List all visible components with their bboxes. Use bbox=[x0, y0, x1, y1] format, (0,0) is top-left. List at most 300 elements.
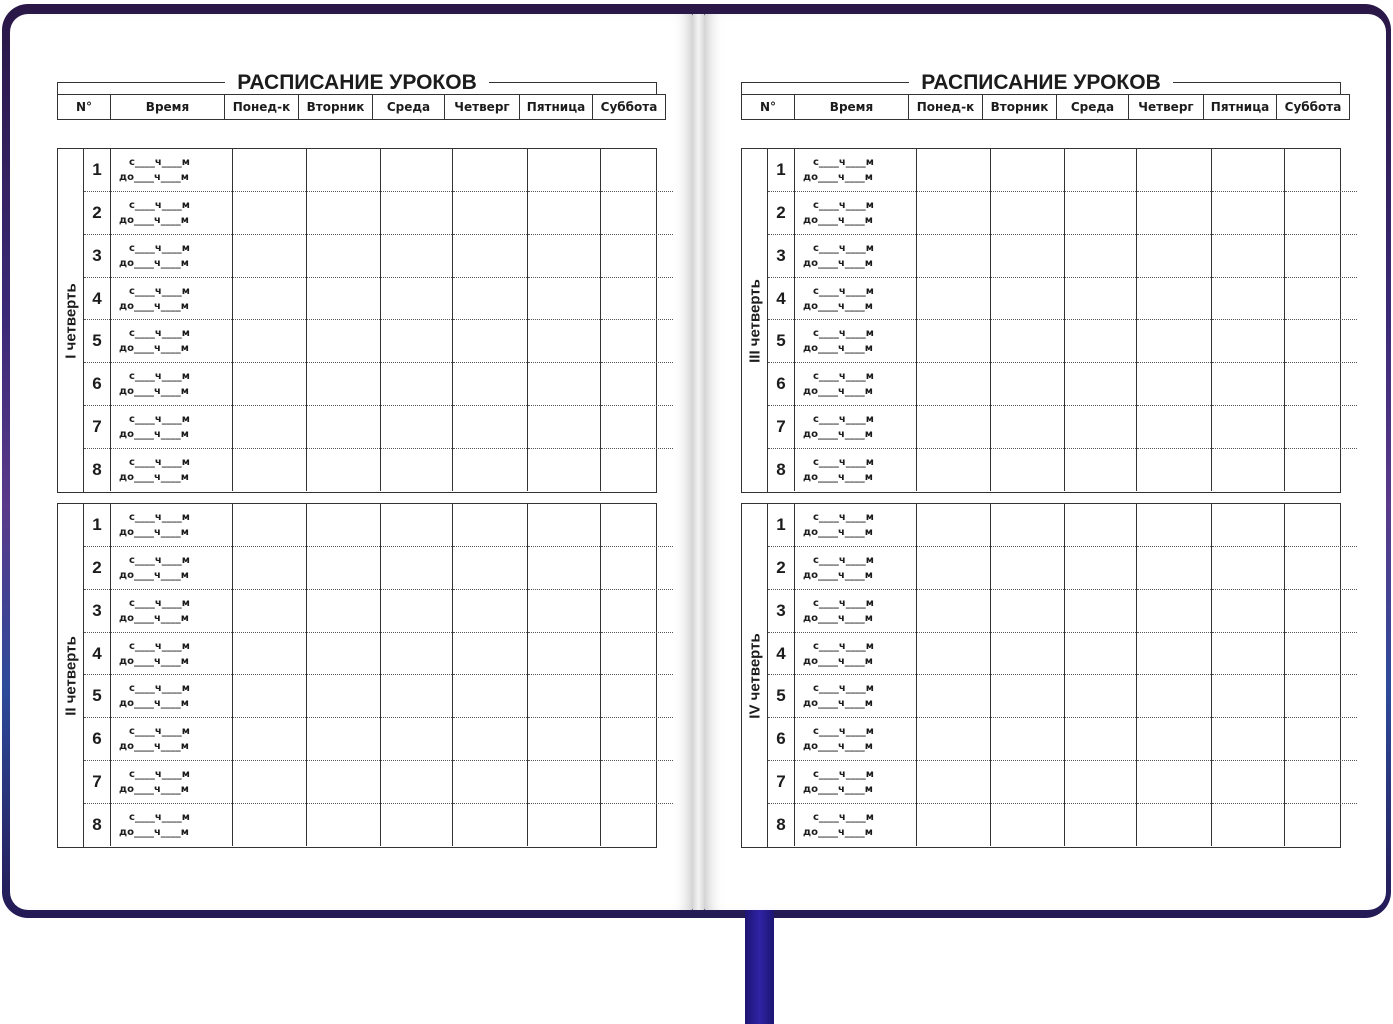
quarter-block bbox=[741, 148, 1341, 493]
subject-cell[interactable] bbox=[453, 589, 528, 632]
lesson-row bbox=[768, 804, 1357, 846]
time-from: с____ч____м bbox=[129, 554, 190, 566]
time-from: с____ч____м bbox=[813, 597, 874, 609]
lesson-time-field[interactable] bbox=[111, 546, 233, 589]
quarter-label-cell bbox=[58, 504, 84, 847]
lesson-row bbox=[768, 761, 1357, 804]
lesson-time-field[interactable] bbox=[795, 589, 917, 632]
subject-cell[interactable] bbox=[453, 761, 528, 804]
subject-cell[interactable] bbox=[307, 234, 381, 277]
subject-cell[interactable] bbox=[1065, 675, 1137, 718]
lesson-time-field[interactable] bbox=[111, 363, 233, 406]
subject-cell[interactable] bbox=[991, 406, 1065, 449]
subject-cell[interactable] bbox=[307, 406, 381, 449]
lesson-row bbox=[768, 363, 1357, 406]
subject-cell[interactable] bbox=[233, 277, 307, 320]
subject-cell[interactable] bbox=[307, 589, 381, 632]
subject-cell[interactable] bbox=[528, 504, 601, 546]
subject-cell[interactable] bbox=[1065, 363, 1137, 406]
lesson-number: 6 bbox=[768, 718, 795, 761]
subject-cell[interactable] bbox=[1137, 234, 1212, 277]
subject-cell[interactable] bbox=[1137, 804, 1212, 846]
subject-cell[interactable] bbox=[453, 632, 528, 675]
subject-cell[interactable] bbox=[528, 804, 601, 846]
lesson-row bbox=[768, 320, 1357, 363]
subject-cell[interactable] bbox=[528, 320, 601, 363]
quarter-block bbox=[57, 148, 657, 493]
subject-cell[interactable] bbox=[1212, 675, 1285, 718]
book-spine bbox=[693, 14, 704, 910]
subject-cell[interactable] bbox=[307, 718, 381, 761]
subject-cell[interactable] bbox=[1137, 546, 1212, 589]
subject-cell[interactable] bbox=[381, 718, 453, 761]
subject-cell[interactable] bbox=[528, 363, 601, 406]
lesson-row bbox=[768, 589, 1357, 632]
subject-cell[interactable] bbox=[453, 449, 528, 491]
lesson-time-field[interactable] bbox=[111, 504, 233, 546]
subject-cell[interactable] bbox=[1065, 589, 1137, 632]
subject-cell[interactable] bbox=[1065, 406, 1137, 449]
bookmark-ribbon[interactable] bbox=[745, 905, 774, 1024]
lesson-row bbox=[84, 504, 673, 546]
subject-cell[interactable] bbox=[1212, 632, 1285, 675]
subject-cell[interactable] bbox=[991, 675, 1065, 718]
subject-cell[interactable] bbox=[528, 675, 601, 718]
lesson-time-field[interactable] bbox=[111, 277, 233, 320]
lesson-time-field[interactable] bbox=[111, 761, 233, 804]
time-to: до____ч____м bbox=[803, 784, 873, 796]
subject-cell[interactable] bbox=[601, 718, 674, 761]
subject-cell[interactable] bbox=[233, 320, 307, 363]
column-header: Вторник bbox=[983, 95, 1057, 120]
subject-cell[interactable] bbox=[381, 320, 453, 363]
time-to: до____ч____м bbox=[803, 171, 873, 183]
column-header-row bbox=[57, 94, 666, 120]
subject-cell[interactable] bbox=[991, 449, 1065, 491]
subject-cell[interactable] bbox=[601, 234, 674, 277]
time-from: с____ч____м bbox=[813, 156, 874, 168]
subject-cell[interactable] bbox=[233, 191, 307, 234]
subject-cell[interactable] bbox=[233, 761, 307, 804]
lesson-time-field[interactable] bbox=[795, 234, 917, 277]
lesson-number: 1 bbox=[768, 149, 795, 191]
subject-cell[interactable] bbox=[1065, 718, 1137, 761]
subject-cell[interactable] bbox=[233, 718, 307, 761]
subject-cell[interactable] bbox=[1285, 804, 1358, 846]
subject-cell[interactable] bbox=[233, 589, 307, 632]
lesson-grid bbox=[84, 149, 673, 491]
subject-cell[interactable] bbox=[917, 804, 991, 846]
subject-cell[interactable] bbox=[917, 589, 991, 632]
lesson-time-field[interactable] bbox=[795, 675, 917, 718]
subject-cell[interactable] bbox=[1285, 320, 1358, 363]
subject-cell[interactable] bbox=[453, 149, 528, 191]
time-to: до____ч____м bbox=[119, 612, 189, 624]
subject-cell[interactable] bbox=[307, 546, 381, 589]
subject-cell[interactable] bbox=[1065, 277, 1137, 320]
lesson-time-field[interactable] bbox=[795, 504, 917, 546]
subject-cell[interactable] bbox=[1065, 761, 1137, 804]
subject-cell[interactable] bbox=[991, 761, 1065, 804]
subject-cell[interactable] bbox=[917, 761, 991, 804]
subject-cell[interactable] bbox=[991, 718, 1065, 761]
subject-cell[interactable] bbox=[381, 546, 453, 589]
subject-cell[interactable] bbox=[233, 546, 307, 589]
subject-cell[interactable] bbox=[1285, 406, 1358, 449]
subject-cell[interactable] bbox=[1285, 149, 1358, 191]
subject-cell[interactable] bbox=[453, 320, 528, 363]
subject-cell[interactable] bbox=[917, 449, 991, 491]
time-to: до____ч____м bbox=[803, 698, 873, 710]
subject-cell[interactable] bbox=[1285, 277, 1358, 320]
subject-cell[interactable] bbox=[1137, 363, 1212, 406]
subject-cell[interactable] bbox=[233, 363, 307, 406]
schedule-title bbox=[57, 70, 657, 96]
subject-cell[interactable] bbox=[453, 675, 528, 718]
subject-cell[interactable] bbox=[991, 804, 1065, 846]
subject-cell[interactable] bbox=[991, 589, 1065, 632]
subject-cell[interactable] bbox=[1285, 504, 1358, 546]
subject-cell[interactable] bbox=[1212, 149, 1285, 191]
lesson-number: 6 bbox=[84, 718, 111, 761]
lesson-time-field[interactable] bbox=[111, 718, 233, 761]
subject-cell[interactable] bbox=[917, 277, 991, 320]
lesson-time-field[interactable] bbox=[795, 149, 917, 191]
subject-cell[interactable] bbox=[991, 234, 1065, 277]
subject-cell[interactable] bbox=[991, 546, 1065, 589]
subject-cell[interactable] bbox=[1212, 234, 1285, 277]
subject-cell[interactable] bbox=[307, 504, 381, 546]
subject-cell[interactable] bbox=[528, 632, 601, 675]
subject-cell[interactable] bbox=[307, 449, 381, 491]
subject-cell[interactable] bbox=[381, 589, 453, 632]
lesson-time-field[interactable] bbox=[111, 149, 233, 191]
subject-cell[interactable] bbox=[453, 191, 528, 234]
subject-cell[interactable] bbox=[991, 149, 1065, 191]
time-from: с____ч____м bbox=[129, 242, 190, 254]
lesson-time-field[interactable] bbox=[111, 589, 233, 632]
subject-cell[interactable] bbox=[307, 632, 381, 675]
quarter-block bbox=[57, 503, 657, 848]
subject-cell[interactable] bbox=[1212, 449, 1285, 491]
time-to: до____ч____м bbox=[119, 569, 189, 581]
subject-cell[interactable] bbox=[1285, 761, 1358, 804]
lesson-time-field[interactable] bbox=[111, 191, 233, 234]
subject-cell[interactable] bbox=[528, 406, 601, 449]
subject-cell[interactable] bbox=[307, 320, 381, 363]
subject-cell[interactable] bbox=[917, 363, 991, 406]
subject-cell[interactable] bbox=[601, 546, 674, 589]
subject-cell[interactable] bbox=[1212, 363, 1285, 406]
time-from: с____ч____м bbox=[129, 812, 190, 824]
subject-cell[interactable] bbox=[601, 191, 674, 234]
subject-cell[interactable] bbox=[601, 277, 674, 320]
subject-cell[interactable] bbox=[991, 363, 1065, 406]
subject-cell[interactable] bbox=[307, 277, 381, 320]
lesson-time-field[interactable] bbox=[795, 363, 917, 406]
subject-cell[interactable] bbox=[233, 804, 307, 846]
time-from: с____ч____м bbox=[129, 328, 190, 340]
lesson-number: 3 bbox=[768, 589, 795, 632]
subject-cell[interactable] bbox=[917, 234, 991, 277]
time-from: с____ч____м bbox=[129, 597, 190, 609]
subject-cell[interactable] bbox=[1212, 320, 1285, 363]
time-from: с____ч____м bbox=[129, 769, 190, 781]
time-from: с____ч____м bbox=[129, 199, 190, 211]
subject-cell[interactable] bbox=[991, 504, 1065, 546]
lesson-number: 5 bbox=[84, 675, 111, 718]
lesson-time-field[interactable] bbox=[111, 675, 233, 718]
subject-cell[interactable] bbox=[1212, 546, 1285, 589]
quarter-label: III четверть bbox=[746, 278, 763, 363]
subject-cell[interactable] bbox=[1212, 406, 1285, 449]
subject-cell[interactable] bbox=[381, 504, 453, 546]
lesson-grid bbox=[84, 504, 673, 846]
lesson-number: 6 bbox=[768, 363, 795, 406]
subject-cell[interactable] bbox=[1137, 675, 1212, 718]
time-from: с____ч____м bbox=[813, 812, 874, 824]
lesson-number: 2 bbox=[84, 191, 111, 234]
column-header: Время bbox=[795, 95, 909, 120]
lesson-number: 2 bbox=[768, 191, 795, 234]
lesson-number: 3 bbox=[84, 234, 111, 277]
lesson-time-field[interactable] bbox=[111, 632, 233, 675]
time-from: с____ч____м bbox=[813, 199, 874, 211]
lesson-time-field[interactable] bbox=[795, 277, 917, 320]
lesson-number: 4 bbox=[84, 277, 111, 320]
subject-cell[interactable] bbox=[1137, 632, 1212, 675]
subject-cell[interactable] bbox=[917, 718, 991, 761]
subject-cell[interactable] bbox=[1137, 277, 1212, 320]
subject-cell[interactable] bbox=[233, 406, 307, 449]
subject-cell[interactable] bbox=[1285, 449, 1358, 491]
lesson-row bbox=[84, 449, 673, 491]
subject-cell[interactable] bbox=[1065, 449, 1137, 491]
subject-cell[interactable] bbox=[1285, 718, 1358, 761]
subject-cell[interactable] bbox=[528, 191, 601, 234]
lesson-time-field[interactable] bbox=[795, 546, 917, 589]
subject-cell[interactable] bbox=[233, 449, 307, 491]
subject-cell[interactable] bbox=[381, 363, 453, 406]
subject-cell[interactable] bbox=[381, 761, 453, 804]
subject-cell[interactable] bbox=[917, 149, 991, 191]
subject-cell[interactable] bbox=[601, 632, 674, 675]
subject-cell[interactable] bbox=[381, 234, 453, 277]
subject-cell[interactable] bbox=[1065, 320, 1137, 363]
subject-cell[interactable] bbox=[1065, 804, 1137, 846]
subject-cell[interactable] bbox=[991, 277, 1065, 320]
subject-cell[interactable] bbox=[1065, 234, 1137, 277]
subject-cell[interactable] bbox=[1137, 449, 1212, 491]
subject-cell[interactable] bbox=[381, 675, 453, 718]
lesson-time-field[interactable] bbox=[795, 406, 917, 449]
lesson-time-field[interactable] bbox=[795, 191, 917, 234]
subject-cell[interactable] bbox=[1065, 504, 1137, 546]
subject-cell[interactable] bbox=[991, 191, 1065, 234]
lesson-time-field[interactable] bbox=[795, 761, 917, 804]
subject-cell[interactable] bbox=[381, 191, 453, 234]
subject-cell[interactable] bbox=[307, 804, 381, 846]
lesson-time-field[interactable] bbox=[111, 804, 233, 846]
subject-cell[interactable] bbox=[1065, 149, 1137, 191]
subject-cell[interactable] bbox=[1285, 632, 1358, 675]
lesson-time-field[interactable] bbox=[795, 320, 917, 363]
subject-cell[interactable] bbox=[233, 504, 307, 546]
subject-cell[interactable] bbox=[381, 406, 453, 449]
subject-cell[interactable] bbox=[601, 406, 674, 449]
time-to: до____ч____м bbox=[803, 300, 873, 312]
subject-cell[interactable] bbox=[528, 761, 601, 804]
subject-cell[interactable] bbox=[453, 504, 528, 546]
lesson-number: 4 bbox=[768, 277, 795, 320]
subject-cell[interactable] bbox=[453, 406, 528, 449]
time-to: до____ч____м bbox=[803, 526, 873, 538]
subject-cell[interactable] bbox=[307, 675, 381, 718]
time-from: с____ч____м bbox=[813, 328, 874, 340]
time-to: до____ч____м bbox=[803, 741, 873, 753]
subject-cell[interactable] bbox=[1285, 546, 1358, 589]
lesson-row bbox=[84, 589, 673, 632]
subject-cell[interactable] bbox=[1285, 234, 1358, 277]
subject-cell[interactable] bbox=[1285, 191, 1358, 234]
lesson-number: 6 bbox=[84, 363, 111, 406]
subject-cell[interactable] bbox=[453, 277, 528, 320]
subject-cell[interactable] bbox=[1137, 191, 1212, 234]
subject-cell[interactable] bbox=[1065, 546, 1137, 589]
subject-cell[interactable] bbox=[453, 546, 528, 589]
subject-cell[interactable] bbox=[528, 589, 601, 632]
subject-cell[interactable] bbox=[917, 546, 991, 589]
lesson-time-field[interactable] bbox=[795, 718, 917, 761]
subject-cell[interactable] bbox=[1137, 761, 1212, 804]
subject-cell[interactable] bbox=[991, 320, 1065, 363]
lesson-row bbox=[84, 149, 673, 191]
subject-cell[interactable] bbox=[453, 363, 528, 406]
subject-cell[interactable] bbox=[601, 149, 674, 191]
subject-cell[interactable] bbox=[601, 504, 674, 546]
subject-cell[interactable] bbox=[1065, 632, 1137, 675]
subject-cell[interactable] bbox=[917, 191, 991, 234]
subject-cell[interactable] bbox=[601, 320, 674, 363]
subject-cell[interactable] bbox=[233, 675, 307, 718]
subject-cell[interactable] bbox=[917, 632, 991, 675]
subject-cell[interactable] bbox=[307, 363, 381, 406]
quarter-label-cell bbox=[58, 149, 84, 492]
subject-cell[interactable] bbox=[233, 149, 307, 191]
subject-cell[interactable] bbox=[528, 149, 601, 191]
time-to: до____ч____м bbox=[119, 698, 189, 710]
subject-cell[interactable] bbox=[917, 675, 991, 718]
subject-cell[interactable] bbox=[601, 449, 674, 491]
subject-cell[interactable] bbox=[601, 675, 674, 718]
subject-cell[interactable] bbox=[381, 804, 453, 846]
subject-cell[interactable] bbox=[1285, 589, 1358, 632]
subject-cell[interactable] bbox=[381, 149, 453, 191]
subject-cell[interactable] bbox=[381, 632, 453, 675]
subject-cell[interactable] bbox=[991, 632, 1065, 675]
subject-cell[interactable] bbox=[307, 149, 381, 191]
subject-cell[interactable] bbox=[453, 804, 528, 846]
subject-cell[interactable] bbox=[601, 804, 674, 846]
subject-cell[interactable] bbox=[453, 234, 528, 277]
subject-cell[interactable] bbox=[917, 504, 991, 546]
subject-cell[interactable] bbox=[528, 234, 601, 277]
subject-cell[interactable] bbox=[1212, 191, 1285, 234]
subject-cell[interactable] bbox=[917, 320, 991, 363]
time-from: с____ч____м bbox=[813, 285, 874, 297]
subject-cell[interactable] bbox=[528, 718, 601, 761]
time-from: с____ч____м bbox=[129, 285, 190, 297]
subject-cell[interactable] bbox=[1137, 149, 1212, 191]
lesson-row bbox=[84, 363, 673, 406]
subject-cell[interactable] bbox=[601, 363, 674, 406]
subject-cell[interactable] bbox=[917, 406, 991, 449]
subject-cell[interactable] bbox=[381, 277, 453, 320]
time-from: с____ч____м bbox=[129, 414, 190, 426]
subject-cell[interactable] bbox=[307, 191, 381, 234]
subject-cell[interactable] bbox=[381, 449, 453, 491]
subject-cell[interactable] bbox=[1212, 589, 1285, 632]
subject-cell[interactable] bbox=[1137, 504, 1212, 546]
subject-cell[interactable] bbox=[1137, 320, 1212, 363]
lesson-row bbox=[768, 632, 1357, 675]
subject-cell[interactable] bbox=[601, 761, 674, 804]
subject-cell[interactable] bbox=[1212, 504, 1285, 546]
subject-cell[interactable] bbox=[1212, 804, 1285, 846]
subject-cell[interactable] bbox=[233, 234, 307, 277]
lesson-row bbox=[84, 191, 673, 234]
time-from: с____ч____м bbox=[813, 242, 874, 254]
subject-cell[interactable] bbox=[1212, 761, 1285, 804]
subject-cell[interactable] bbox=[1137, 718, 1212, 761]
schedule-title-text: РАСПИСАНИЕ УРОКОВ bbox=[225, 71, 489, 94]
subject-cell[interactable] bbox=[1137, 589, 1212, 632]
subject-cell[interactable] bbox=[1285, 363, 1358, 406]
time-from: с____ч____м bbox=[813, 414, 874, 426]
lesson-number: 2 bbox=[768, 546, 795, 589]
column-header: Среда bbox=[1057, 95, 1129, 120]
column-header: Среда bbox=[373, 95, 445, 120]
subject-cell[interactable] bbox=[528, 277, 601, 320]
subject-cell[interactable] bbox=[233, 632, 307, 675]
subject-cell[interactable] bbox=[601, 589, 674, 632]
subject-cell[interactable] bbox=[528, 546, 601, 589]
time-to: до____ч____м bbox=[119, 526, 189, 538]
subject-cell[interactable] bbox=[1137, 406, 1212, 449]
lesson-time-field[interactable] bbox=[111, 449, 233, 491]
subject-cell[interactable] bbox=[307, 761, 381, 804]
quarter-label: II четверть bbox=[62, 635, 79, 716]
lesson-time-field[interactable] bbox=[111, 234, 233, 277]
lesson-time-field[interactable] bbox=[795, 449, 917, 491]
subject-cell[interactable] bbox=[528, 449, 601, 491]
lesson-time-field[interactable] bbox=[111, 320, 233, 363]
time-from: с____ч____м bbox=[813, 683, 874, 695]
subject-cell[interactable] bbox=[1212, 277, 1285, 320]
subject-cell[interactable] bbox=[453, 718, 528, 761]
lesson-number: 8 bbox=[776, 460, 786, 480]
lesson-number: 4 bbox=[84, 632, 111, 675]
subject-cell[interactable] bbox=[1065, 191, 1137, 234]
lesson-row bbox=[768, 149, 1357, 191]
lesson-time-field[interactable] bbox=[111, 406, 233, 449]
time-from: с____ч____м bbox=[129, 511, 190, 523]
lesson-time-field[interactable] bbox=[795, 632, 917, 675]
subject-cell[interactable] bbox=[1212, 718, 1285, 761]
time-to: до____ч____м bbox=[119, 655, 189, 667]
subject-cell[interactable] bbox=[1285, 675, 1358, 718]
lesson-time-field[interactable] bbox=[795, 804, 917, 846]
